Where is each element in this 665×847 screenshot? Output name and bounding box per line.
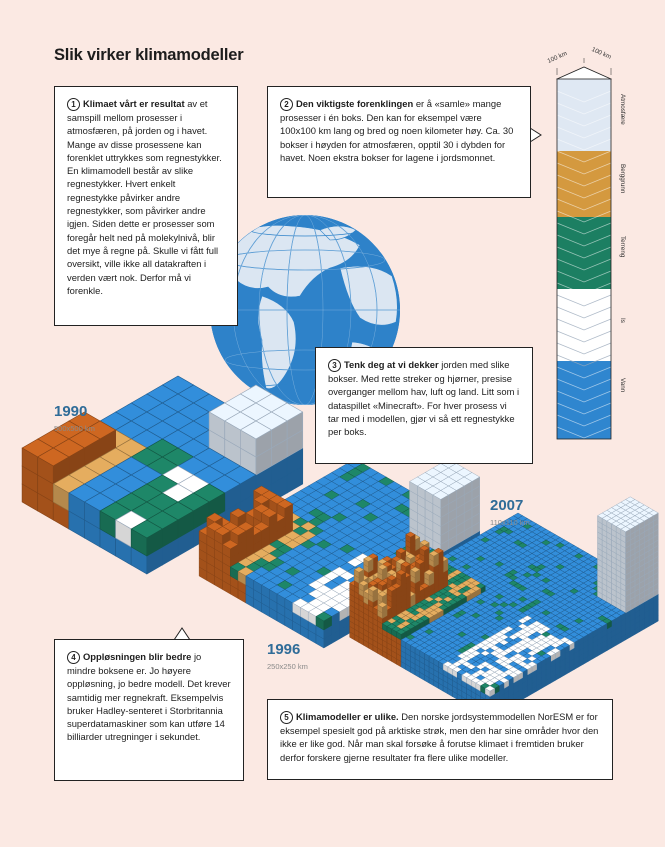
grid-column <box>557 58 611 439</box>
